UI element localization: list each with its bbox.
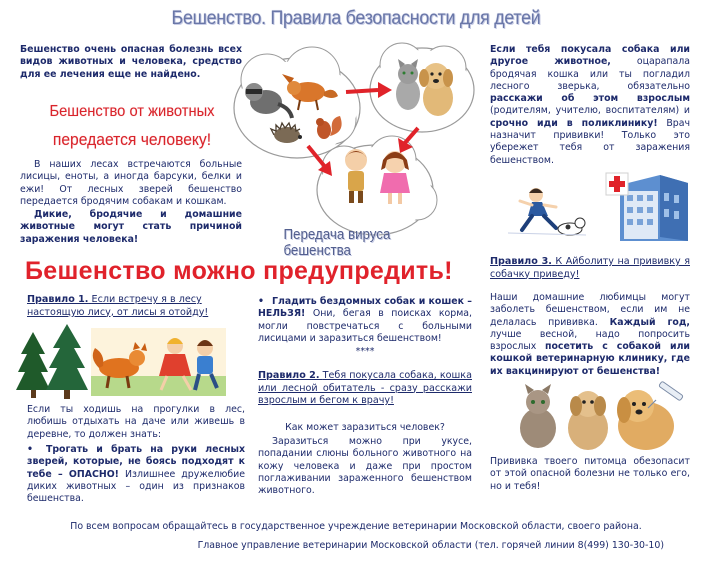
main-heading: Бешенство можно предупредить!	[25, 257, 453, 285]
rule3-title-rest: К Айболиту на прививку я собачку приведу!	[490, 256, 690, 280]
bitten-rest: оцарапала бродячая кошка или ты погладил лесного зверька, обязательно	[490, 56, 690, 92]
rule1-label: Правило 1.	[27, 294, 89, 305]
rule2-title-rest: Тебя покусала собака, кошка или лесной обитатель - сразу расскажи взрослым и бегом к врачу!	[258, 370, 472, 406]
puppy-icon	[568, 391, 608, 450]
bitten-lead: Если тебя покусала собака или другое животное,	[490, 44, 690, 68]
fir-tree-icon	[16, 332, 50, 398]
page-title: Бешенство. Правила безопасности для детей	[171, 8, 541, 29]
bitten-clinic: срочно иди в поликлинику!	[490, 117, 658, 129]
rule2-title	[258, 370, 472, 408]
chasing-dog-icon	[558, 218, 585, 235]
bullet-dot: •	[27, 444, 33, 455]
rule1-bullet-bold: Трогать и брать на руки лесных зверей, которые, не боясь подходят к тебе – ОПАСНО!	[27, 444, 245, 480]
intro-paragraph: Бешенство очень опасная болезнь всех видов животных и человека, средство для ее лечения еще не найдено.	[20, 44, 242, 80]
rule3-body-start: Наши домашние любимцы могут заболеть бешенством, если им не делалась прививка.	[490, 292, 690, 328]
rule3-body-mid: лучше весной, надо попросить взрослых	[490, 328, 690, 353]
rule1-title-rest: Если встречу я в лесу настоящую лису, от лисы я отойду!	[27, 294, 209, 318]
children-cloud	[317, 136, 437, 235]
bullet-dot: •	[258, 296, 264, 307]
bitten-end: Врач назначит прививки! Только это убережет тебя от заражения бешенством.	[490, 117, 690, 166]
stray-bullet-rest: Они, бегая в поисках корма, могли повстречаться с больными лисицами и заразиться бешенством!	[258, 308, 472, 344]
stray-bullet-bold: Гладить бездомных собак и кошек – НЕЛЬЗЯ!	[258, 296, 472, 320]
stars-separator: ****	[355, 346, 375, 357]
rule1-title	[27, 294, 244, 319]
running-boy-icon	[520, 188, 556, 230]
footer-hotline: Главное управление ветеринарии Московской области (тел. горячей линии 8(499) 130-30-10)	[197, 540, 664, 551]
red-subheading	[22, 100, 243, 152]
footer-contact-line: По всем вопросам обращайтесь в государственное учреждение ветеринарии Московской области, своего района.	[70, 521, 642, 532]
fir-tree-icon	[46, 324, 88, 399]
hospital-icon	[620, 175, 688, 241]
rule1-bullet-rest: Излишнее дружелюбие диких животных – один из признаков бешенства.	[27, 468, 245, 505]
stray-animals-bullet	[258, 296, 472, 345]
vaccination-pets-illustration	[508, 380, 688, 452]
rule2-label: Правило 2.	[258, 370, 320, 381]
red-subheading-line2: передается человеку!	[52, 130, 212, 149]
rabies-transmission-diagram	[232, 40, 486, 255]
rule1-intro: Если ты ходишь на прогулки в лес, любишь отдыхать на даче или живешь в деревне, то должен знать:	[27, 404, 245, 440]
bitten-paren: (родителям, учителю, воспитателям) и	[490, 105, 690, 117]
rule3-title	[490, 256, 690, 281]
red-cross-icon	[606, 173, 628, 195]
infection-answer: Заразиться можно при укусе, попадании слюны больного животного на кожу человека и даже при простом поглаживании зараженного бешенством животного.	[258, 436, 472, 497]
transmission-arrow-3	[398, 128, 418, 153]
rule3-body-bold1: Каждый год,	[609, 316, 690, 328]
running-boy-illustration	[498, 183, 588, 243]
diagram-caption: Передача вируса бешенства	[283, 227, 391, 259]
wild-animals-paragraph: Дикие, бродячие и домашние животные могут стать причиной заражения человека!	[20, 209, 242, 245]
rule1-bullet	[27, 444, 245, 505]
rule3-label: Правило 3.	[490, 256, 552, 267]
rule3-body	[490, 292, 690, 378]
bitten-tell: расскажи об этом взрослым	[490, 93, 690, 105]
rule3-footer-text: Прививка твоего питомца обезопасит от этой опасной болезни не только его, но и тебя!	[490, 456, 690, 492]
bitten-paragraph	[490, 44, 690, 167]
rule3-body-bold2: посетить с собакой или кошкой ветеринарную клинику, где их вакцинируют от бешенства!	[490, 341, 691, 377]
forest-fox-illustration	[15, 322, 230, 400]
forest-paragraph: В наших лесах встречаются больные лисицы, еноты, а иногда барсуки, белки и ежи! От лесных зверей бешенство передается бродячим собакам и кошкам.	[20, 159, 242, 207]
infection-question: Как может заразиться человек?	[285, 422, 445, 433]
hospital-illustration	[600, 165, 692, 245]
red-subheading-line1: Бешенство от животных	[49, 103, 215, 120]
